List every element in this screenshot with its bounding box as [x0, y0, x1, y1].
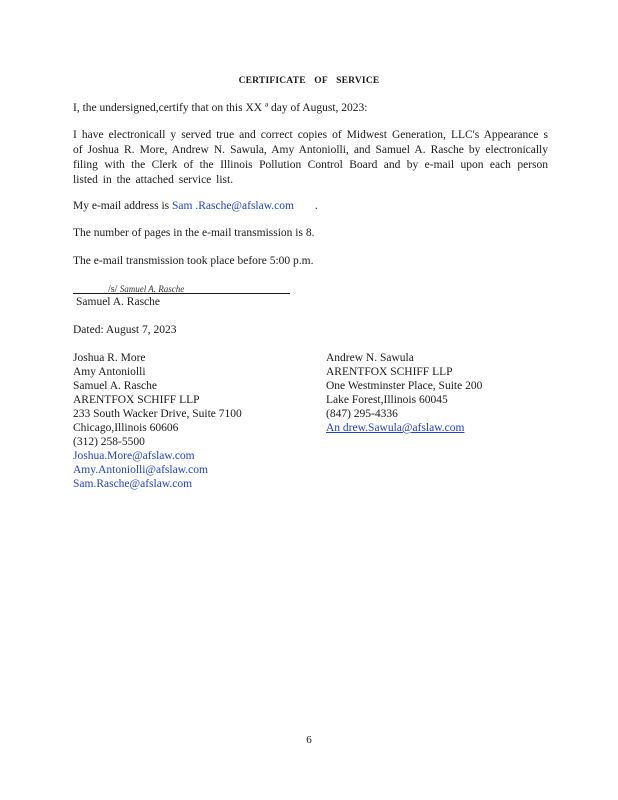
right-contact-line: Lake Forest,Illinois 60045 — [326, 394, 448, 406]
intro-line: I, the undersigned,certify that on this XX ª day of August, 2023: — [73, 102, 368, 114]
email-line-suffix: . — [314, 200, 318, 212]
left-contact-line: ARENTFOX SCHIFF LLP — [73, 394, 200, 406]
right-contact-line: One Westminster Place, Suite 200 — [326, 380, 483, 392]
document-title: CERTIFICATE OF SERVICE — [238, 76, 380, 86]
signature-name: Samuel A. Rasche — [119, 284, 185, 294]
email-line-prefix: My e-mail address is — [73, 200, 170, 212]
dated-line: Dated: August 7, 2023 — [73, 324, 177, 336]
transmission-time-line: The e-mail transmission took place before 5:00 p.m. — [73, 255, 314, 267]
left-contact-line: Amy Antoniolli — [73, 366, 146, 378]
email-link-antoniolli[interactable]: Amy.Antoniolli@afslaw.com — [73, 464, 208, 476]
left-contact-block — [73, 351, 242, 491]
right-contact-line: Andrew N. Sawula — [326, 352, 414, 364]
email-link-more[interactable]: Joshua.More@afslaw.com — [73, 450, 195, 462]
signature-prefix: /s/ — [108, 284, 118, 295]
signer-name: Samuel A. Rasche — [76, 296, 160, 308]
left-contact-line: Chicago,Illinois 60606 — [73, 422, 179, 434]
author-email-link[interactable]: Sam .Rasche@afslaw.com — [172, 200, 294, 212]
pages-count-line: The number of pages in the e-mail transmission is 8. — [73, 227, 315, 239]
email-link-sawula[interactable]: An drew.Sawula@afslaw.com — [326, 422, 465, 434]
page-number: 6 — [306, 734, 312, 746]
left-contact-line: (312) 258-5500 — [73, 436, 145, 448]
service-paragraph: I have electronicall y served true and correct copies of Midwest Generation, LLC's Appearance s of Joshua R. More, Andrew N. Sawula, Amy Antoniolli, and Samuel A. Rasche by electronically filing with the Clerk of the Illinois Pollution Control Board and by e-mail upon each person listed in the attached service list. — [73, 129, 548, 186]
email-link-rasche[interactable]: Sam.Rasche@afslaw.com — [73, 478, 193, 490]
signature-line — [73, 293, 290, 294]
email-address-line — [73, 199, 548, 214]
left-contact-line: Samuel A. Rasche — [73, 380, 157, 392]
left-contact-line: Joshua R. More — [73, 352, 146, 364]
right-contact-block — [326, 351, 492, 435]
right-contact-line: ARENTFOX SCHIFF LLP — [326, 366, 453, 378]
left-contact-line: 233 South Wacker Drive, Suite 7100 — [73, 408, 242, 420]
right-contact-line: (847) 295-4336 — [326, 408, 398, 420]
